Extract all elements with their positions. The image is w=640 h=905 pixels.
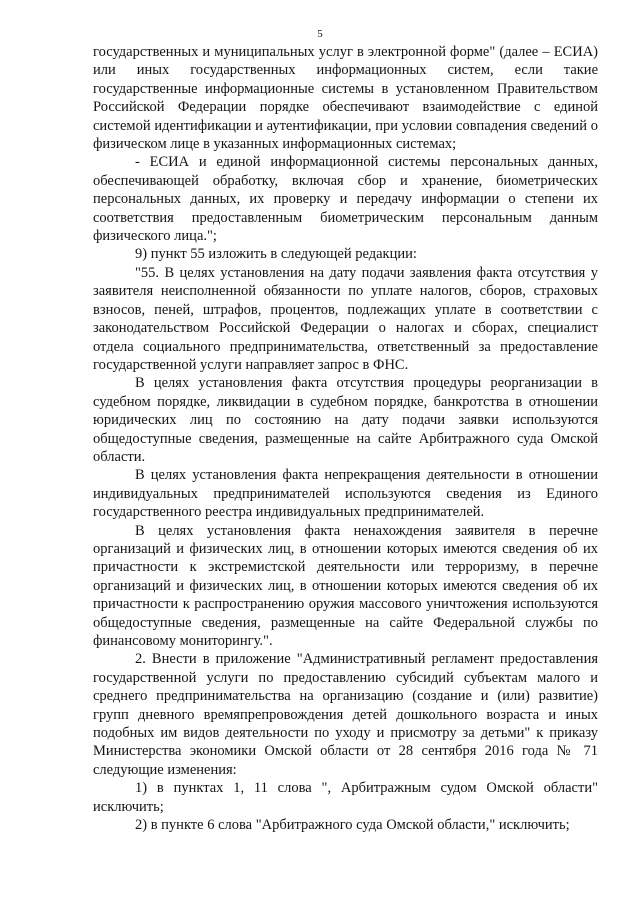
paragraph-point-55: "55. В целях установления на дату подачи заявления факта отсутствия у заявителя неисполненной обязанности по уплате налогов, сборов, страховых взносов, пеней, штрафов, процентов, подлежащих уплате в соответствии с законодательством Российской Федерации о налогах и сборах, специалист отдела социального предпринимательства, ответственный за предоставление государственной услуги направляет запрос в ФНС. <box>93 264 598 373</box>
paragraph-esia-biometric: - ЕСИА и единой информационной системы персональных данных, обеспечивающей обработку, включая сбор и хранение, биометрических персональных данных, их проверку и передачу информации о степени их соответствия предоставленным биометрическим персональным данным физического лица."; <box>93 154 598 245</box>
paragraph-section-2: 2. Внести в приложение "Административный регламент предоставления государственной услуги по предоставлению субсидий субъектам малого и среднего предпринимательства на организацию (создание и (или) развитие) групп дневного времяпрепровождения детей дошкольного возраста и иных подобных им видов деятельности по уходу и присмотру за детьми" к приказу Министерства экономики Омской области от 28 сентября 2016 года № 71 следующие изменения: <box>93 651 598 778</box>
document-body <box>93 43 598 834</box>
page-number: 5 <box>317 28 323 40</box>
paragraph-item-9: 9) пункт 55 изложить в следующей редакции: <box>135 246 417 263</box>
paragraph-reorganization: В целях установления факта отсутствия процедуры реорганизации в судебном порядке, ликвидации в судебном порядке, банкротства в отношении юридических лиц по состоянию на дату подачи заявки используются общедоступные сведения, размещенные на сайте Арбитражного суда Омской области. <box>93 375 598 465</box>
paragraph-terrorism-list: В целях установления факта ненахождения заявителя в перечне организаций и физических лиц, в отношении которых имеются сведения об их причастности к экстремистской деятельности или терроризму, в перечне организаций и физических лиц, в отношении которых имеются сведения об их причастности к распространению оружия массового уничтожения используются общедоступные сведения, размещенные на сайте Федеральной службы по финансовому мониторингу.". <box>93 522 598 649</box>
paragraph-change-1: 1) в пунктах 1, 11 слова ", Арбитражным судом Омской области" исключить; <box>93 780 598 815</box>
paragraph-change-2: 2) в пункте 6 слова "Арбитражного суда Омской области," исключить; <box>135 817 570 834</box>
paragraph-entrepreneurs: В целях установления факта непрекращения деятельности в отношении индивидуальных предпринимателей используются сведения из Единого государственного реестра индивидуальных предпринимателей. <box>93 467 598 521</box>
paragraph-esia-continuation: государственных и муниципальных услуг в электронной форме" (далее – ЕСИА) или иных государственных информационных систем, если такие государственные информационные системы в установленном Правительством Российской Федерации порядке обеспечивают взаимодействие с единой системой идентификации и аутентификации, при условии совпадения сведений о физическом лице в указанных информационных системах; <box>93 44 598 153</box>
